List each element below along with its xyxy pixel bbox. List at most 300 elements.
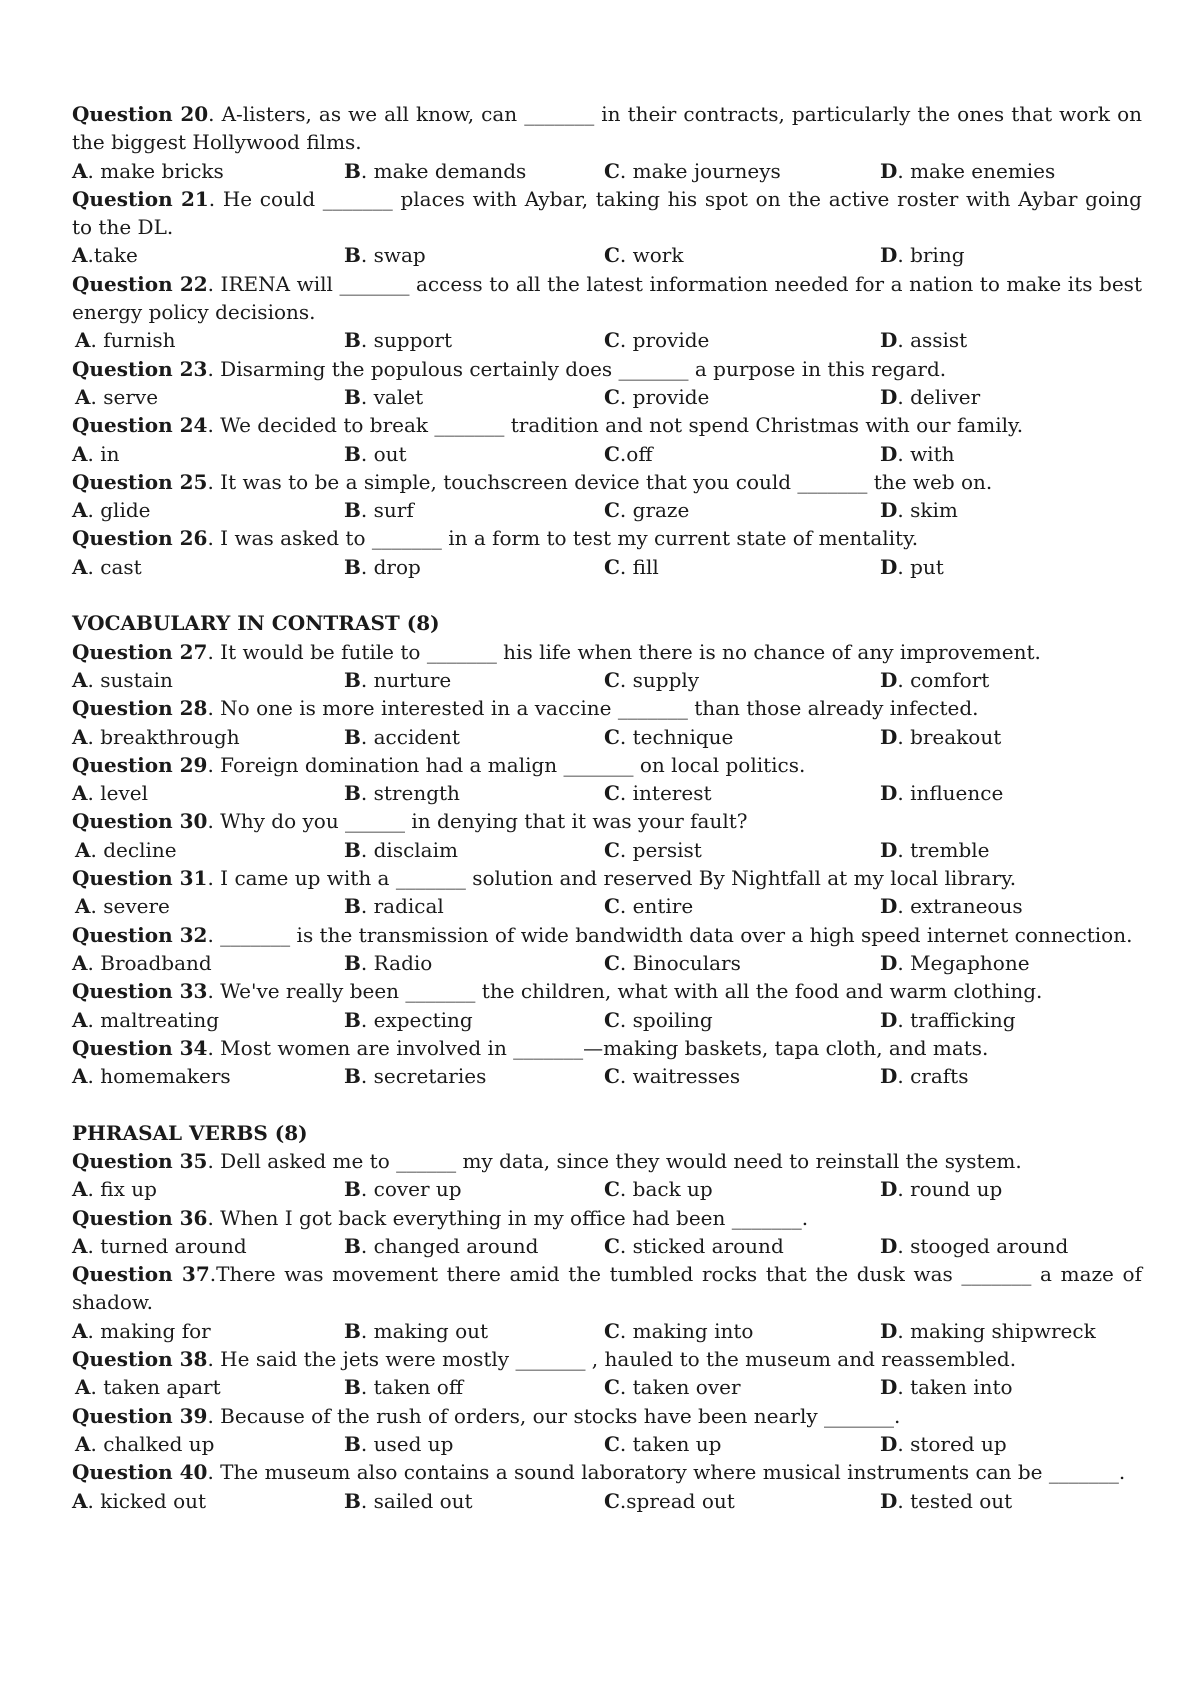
question-block: [72, 100, 1142, 185]
option-text: extraneous: [910, 894, 1023, 919]
option-letter: B: [344, 158, 361, 183]
option-separator: .: [897, 781, 911, 806]
option-separator: .: [619, 781, 633, 806]
answer-option-a[interactable]: [72, 666, 173, 694]
answer-option-d[interactable]: [880, 949, 1030, 977]
option-text: spoiling: [632, 1007, 713, 1032]
answer-options: [72, 553, 1142, 581]
answer-option-c[interactable]: [604, 440, 653, 468]
option-letter: C: [604, 1177, 620, 1202]
question-stem: . We've really been _______ the children, what with all the food and warm clothing.: [207, 979, 1043, 1004]
question-text: [72, 411, 1142, 439]
answer-option-b[interactable]: [344, 241, 426, 269]
section-title: PHRASAL VERBS (8): [72, 1120, 308, 1145]
option-text: fill: [632, 554, 659, 579]
answer-option-a[interactable]: [72, 1487, 206, 1515]
answer-option-a[interactable]: [72, 553, 142, 581]
question-block: [72, 185, 1142, 270]
answer-option-d[interactable]: [880, 1006, 1016, 1034]
answer-option-b[interactable]: [344, 553, 421, 581]
answer-options: [72, 723, 1142, 751]
question-number: Question 26: [72, 526, 208, 551]
option-text: make journeys: [632, 158, 781, 183]
option-letter: A: [72, 498, 88, 523]
question-stem: .There was movement there amid the tumbled rocks that the dusk was _______ a maze of shadow.: [72, 1262, 1142, 1315]
answer-option-d[interactable]: [880, 553, 944, 581]
option-separator: .: [619, 158, 633, 183]
option-separator: .: [619, 667, 633, 692]
option-separator: .: [360, 328, 374, 353]
answer-option-b[interactable]: [344, 326, 452, 354]
question-block: [72, 1402, 1142, 1459]
option-separator: .: [360, 950, 374, 975]
answer-option-c[interactable]: [604, 723, 733, 751]
worksheet-page: [72, 100, 1142, 1515]
answer-option-c[interactable]: [604, 666, 699, 694]
question-number: Question 24: [72, 413, 208, 438]
option-separator: .: [897, 243, 911, 268]
option-separator: .: [87, 1177, 101, 1202]
option-separator: .: [360, 781, 374, 806]
answer-option-c[interactable]: [604, 1232, 784, 1260]
answer-option-d[interactable]: [880, 157, 1055, 185]
option-letter: C: [604, 243, 620, 268]
option-letter: D: [880, 243, 898, 268]
option-text: Binoculars: [632, 950, 741, 975]
option-letter: C: [604, 781, 620, 806]
option-separator: .: [87, 554, 101, 579]
answer-option-b[interactable]: [344, 1175, 462, 1203]
option-letter: A: [72, 441, 88, 466]
question-stem: . We decided to break _______ tradition and not spend Christmas with our family.: [207, 413, 1024, 438]
answer-option-b[interactable]: [344, 496, 414, 524]
answer-option-a[interactable]: [75, 892, 170, 920]
answer-options: [72, 1006, 1142, 1034]
answer-option-d[interactable]: [880, 1232, 1068, 1260]
option-text: making shipwreck: [910, 1318, 1096, 1343]
option-separator: .: [619, 1431, 633, 1456]
answer-option-c[interactable]: [604, 836, 702, 864]
answer-option-a[interactable]: [75, 836, 177, 864]
option-text: taken apart: [103, 1375, 221, 1400]
option-separator: .: [619, 1177, 633, 1202]
option-letter: A: [72, 158, 88, 183]
option-letter: C: [604, 837, 620, 862]
option-text: nurture: [373, 667, 452, 692]
option-separator: .: [360, 1431, 374, 1456]
answer-option-a[interactable]: [75, 1430, 214, 1458]
answer-option-a[interactable]: [72, 779, 148, 807]
option-separator: .: [897, 441, 911, 466]
answer-option-c[interactable]: [604, 326, 709, 354]
question-stem: . IRENA will _______ access to all the latest information needed for a nation to make its best energy policy decisions.: [72, 271, 1142, 325]
option-text: tested out: [910, 1488, 1013, 1513]
answer-option-c[interactable]: [604, 949, 741, 977]
answer-option-a[interactable]: [72, 1175, 157, 1203]
option-separator: .: [619, 724, 633, 749]
option-letter: D: [880, 554, 898, 579]
answer-option-c[interactable]: [604, 1006, 713, 1034]
option-separator: .: [90, 894, 104, 919]
option-text: with: [910, 441, 955, 466]
answer-option-d[interactable]: [880, 779, 1003, 807]
answer-option-c[interactable]: [604, 1487, 735, 1515]
option-text: taken over: [632, 1375, 741, 1400]
option-letter: A: [75, 894, 91, 919]
option-text: sailed out: [373, 1488, 473, 1513]
option-text: making out: [373, 1318, 489, 1343]
answer-option-c[interactable]: [604, 1175, 713, 1203]
answer-option-a[interactable]: [72, 440, 120, 468]
option-separator: .: [897, 950, 911, 975]
answer-option-b[interactable]: [344, 892, 444, 920]
option-separator: .: [360, 724, 374, 749]
answer-option-b[interactable]: [344, 157, 526, 185]
question-stem: . It was to be a simple, touchscreen device that you could _______ the web on.: [207, 469, 993, 494]
option-text: taken off: [373, 1375, 464, 1400]
option-letter: C: [604, 950, 620, 975]
answer-option-b[interactable]: [344, 1373, 463, 1401]
answer-options: [72, 383, 1142, 411]
answer-option-b[interactable]: [344, 949, 432, 977]
question-block: [72, 411, 1142, 468]
option-separator: .: [87, 441, 101, 466]
question-number: Question 33: [72, 979, 208, 1004]
option-letter: B: [344, 894, 361, 919]
question-number: Question 28: [72, 696, 208, 721]
answer-option-c[interactable]: [604, 779, 712, 807]
answer-options: [72, 779, 1142, 807]
question-number: Question 21: [72, 186, 209, 211]
answer-options: [72, 666, 1142, 694]
question-stem: . Because of the rush of orders, our stocks have been nearly _______.: [207, 1403, 901, 1428]
answer-option-d[interactable]: [880, 383, 980, 411]
option-separator: .: [897, 384, 911, 409]
option-separator: .: [360, 1233, 374, 1258]
option-text: secretaries: [373, 1064, 487, 1089]
answer-option-b[interactable]: [344, 723, 460, 751]
option-letter: C: [604, 724, 620, 749]
question-text: [72, 355, 1142, 383]
answer-option-b[interactable]: [344, 440, 407, 468]
answer-option-c[interactable]: [604, 1062, 740, 1090]
option-letter: A: [72, 1488, 88, 1513]
answer-option-d[interactable]: [880, 326, 967, 354]
answer-option-b[interactable]: [344, 1006, 473, 1034]
answer-option-d[interactable]: [880, 1062, 968, 1090]
question-stem: . Why do you ______ in denying that it was your fault?: [207, 809, 748, 834]
option-text: stored up: [910, 1431, 1007, 1456]
option-separator: .: [360, 158, 374, 183]
answer-option-b[interactable]: [344, 1487, 473, 1515]
option-text: serve: [103, 384, 159, 409]
answer-option-c[interactable]: [604, 1373, 741, 1401]
option-letter: B: [344, 1318, 361, 1343]
option-separator: .: [360, 243, 374, 268]
answer-options: [72, 157, 1142, 185]
answer-option-c[interactable]: [604, 892, 693, 920]
answer-options: [72, 892, 1142, 920]
answer-option-a[interactable]: [72, 496, 150, 524]
question-text: [72, 921, 1142, 949]
option-letter: B: [344, 1431, 361, 1456]
answer-option-d[interactable]: [880, 666, 989, 694]
option-text: off: [626, 441, 653, 466]
option-separator: .: [619, 950, 633, 975]
answer-option-d[interactable]: [880, 1175, 1002, 1203]
option-text: used up: [373, 1431, 454, 1456]
option-separator: .: [897, 1375, 911, 1400]
answer-option-a[interactable]: [72, 949, 212, 977]
option-letter: B: [344, 1064, 361, 1089]
option-separator: .: [360, 1064, 374, 1089]
option-separator: .: [897, 1177, 911, 1202]
answer-option-d[interactable]: [880, 440, 955, 468]
option-text: back up: [632, 1177, 713, 1202]
option-separator: .: [90, 384, 104, 409]
question-stem: . Dell asked me to ______ my data, since they would need to reinstall the system.: [207, 1148, 1022, 1173]
answer-options: [72, 326, 1142, 354]
answer-option-d[interactable]: [880, 892, 1023, 920]
option-separator: .: [897, 894, 911, 919]
answer-option-c[interactable]: [604, 383, 709, 411]
answer-option-c[interactable]: [604, 553, 659, 581]
question-block: [72, 977, 1142, 1034]
option-letter: B: [344, 1233, 361, 1258]
question-number: Question 40: [72, 1460, 208, 1485]
option-separator: .: [619, 243, 633, 268]
option-text: influence: [910, 781, 1004, 806]
option-letter: B: [344, 384, 361, 409]
option-separator: .: [360, 894, 374, 919]
option-separator: .: [619, 441, 627, 466]
option-letter: B: [344, 724, 361, 749]
option-letter: C: [604, 498, 620, 523]
option-text: kicked out: [100, 1488, 207, 1513]
option-text: taken up: [632, 1431, 722, 1456]
question-text: [72, 524, 1142, 552]
question-stem: . Disarming the populous certainly does _______ a purpose in this regard.: [207, 356, 947, 381]
option-text: cast: [100, 554, 142, 579]
option-letter: C: [604, 1488, 620, 1513]
option-letter: C: [604, 1318, 620, 1343]
question-block: [72, 1147, 1142, 1204]
option-text: radical: [373, 894, 444, 919]
option-letter: B: [344, 1375, 361, 1400]
option-separator: .: [360, 837, 374, 862]
answer-option-b[interactable]: [344, 779, 460, 807]
option-separator: .: [87, 1318, 101, 1343]
answer-option-c[interactable]: [604, 157, 781, 185]
answer-option-a[interactable]: [72, 1232, 247, 1260]
option-letter: B: [344, 328, 361, 353]
option-text: homemakers: [100, 1064, 231, 1089]
answer-option-a[interactable]: [72, 157, 224, 185]
answer-options: [72, 1373, 1142, 1401]
answer-option-c[interactable]: [604, 1430, 721, 1458]
answer-option-d[interactable]: [880, 496, 958, 524]
question-block: [72, 1345, 1142, 1402]
question-block: [72, 1260, 1142, 1345]
option-text: deliver: [910, 384, 981, 409]
option-letter: C: [604, 384, 620, 409]
answer-option-a[interactable]: [72, 1006, 219, 1034]
option-separator: .: [619, 328, 633, 353]
option-letter: C: [604, 894, 620, 919]
option-letter: C: [604, 1233, 620, 1258]
option-text: furnish: [103, 328, 176, 353]
option-text: support: [373, 328, 453, 353]
option-text: Broadband: [100, 950, 212, 975]
option-separator: .: [619, 837, 633, 862]
option-text: Megaphone: [910, 950, 1030, 975]
option-text: sticked around: [632, 1233, 784, 1258]
answer-option-d[interactable]: [880, 1430, 1007, 1458]
option-text: work: [632, 243, 684, 268]
answer-option-b[interactable]: [344, 1062, 486, 1090]
option-separator: .: [360, 667, 374, 692]
answer-options: [72, 496, 1142, 524]
option-text: Radio: [373, 950, 433, 975]
answer-option-a[interactable]: [75, 383, 158, 411]
option-text: graze: [632, 498, 690, 523]
answer-option-b[interactable]: [344, 836, 458, 864]
option-letter: A: [75, 384, 91, 409]
option-letter: B: [344, 667, 361, 692]
answer-option-d[interactable]: [880, 1487, 1012, 1515]
option-separator: .: [87, 667, 101, 692]
option-letter: C: [604, 554, 620, 579]
question-number: Question 38: [72, 1347, 208, 1372]
option-separator: .: [90, 1375, 104, 1400]
option-letter: A: [72, 781, 88, 806]
option-separator: .: [87, 724, 101, 749]
option-separator: .: [87, 781, 101, 806]
option-separator: .: [897, 1064, 911, 1089]
option-letter: A: [72, 554, 88, 579]
option-text: strength: [373, 781, 460, 806]
option-letter: D: [880, 1233, 898, 1258]
option-text: decline: [103, 837, 177, 862]
answer-option-a[interactable]: [72, 1317, 211, 1345]
option-letter: D: [880, 1064, 898, 1089]
option-letter: D: [880, 950, 898, 975]
option-separator: .: [897, 837, 911, 862]
question-number: Question 31: [72, 866, 208, 891]
option-separator: .: [619, 1233, 633, 1258]
question-block: [72, 864, 1142, 921]
question-stem: . The museum also contains a sound laboratory where musical instruments can be _______.: [207, 1460, 1126, 1485]
question-text: [72, 807, 1142, 835]
option-separator: .: [897, 554, 911, 579]
answer-options: [72, 241, 1142, 269]
option-text: make demands: [373, 158, 527, 183]
option-text: tremble: [910, 837, 990, 862]
answer-option-c[interactable]: [604, 241, 683, 269]
question-text: [72, 1034, 1142, 1062]
question-stem: . No one is more interested in a vaccine _______ than those already infected.: [207, 696, 979, 721]
answer-option-c[interactable]: [604, 496, 689, 524]
answer-option-b[interactable]: [344, 1232, 538, 1260]
option-text: make enemies: [910, 158, 1056, 183]
option-separator: .: [87, 243, 94, 268]
question-text: [72, 1402, 1142, 1430]
answer-option-a[interactable]: [75, 326, 176, 354]
question-stem: . When I got back everything in my office had been _______.: [207, 1205, 809, 1230]
answer-option-a[interactable]: [72, 241, 138, 269]
option-letter: A: [72, 1233, 88, 1258]
question-block: [72, 270, 1142, 355]
option-letter: D: [880, 781, 898, 806]
option-separator: .: [87, 498, 101, 523]
option-separator: .: [619, 554, 633, 579]
option-text: entire: [632, 894, 694, 919]
question-text: [72, 694, 1142, 722]
answer-options: [72, 1317, 1142, 1345]
option-letter: A: [75, 328, 91, 353]
question-stem: . He said the jets were mostly _______ , hauled to the museum and reassembled.: [207, 1347, 1017, 1372]
question-number: Question 22: [72, 271, 208, 296]
answer-options: [72, 1175, 1142, 1203]
answer-option-a[interactable]: [72, 1062, 231, 1090]
option-separator: .: [360, 441, 374, 466]
option-text: trafficking: [910, 1007, 1016, 1032]
option-separator: .: [897, 1488, 911, 1513]
option-separator: .: [619, 1007, 633, 1032]
answer-option-d[interactable]: [880, 1373, 1013, 1401]
answer-option-d[interactable]: [880, 241, 965, 269]
option-separator: .: [897, 1007, 911, 1032]
answer-option-d[interactable]: [880, 836, 990, 864]
option-letter: B: [344, 837, 361, 862]
answer-option-d[interactable]: [880, 1317, 1096, 1345]
option-text: put: [910, 554, 944, 579]
question-text: [72, 1345, 1142, 1373]
question-number: Question 39: [72, 1403, 208, 1428]
answer-option-b[interactable]: [344, 1430, 453, 1458]
option-letter: D: [880, 1488, 898, 1513]
answer-option-b[interactable]: [344, 383, 423, 411]
option-letter: B: [344, 441, 361, 466]
option-text: taken into: [910, 1375, 1013, 1400]
answer-option-b[interactable]: [344, 666, 451, 694]
option-letter: B: [344, 1488, 361, 1513]
option-separator: .: [87, 1007, 101, 1032]
option-letter: C: [604, 441, 620, 466]
question-number: Question 37: [72, 1262, 210, 1287]
question-stem: . Foreign domination had a malign _______ on local politics.: [207, 752, 806, 777]
answer-option-c[interactable]: [604, 1317, 753, 1345]
option-separator: .: [897, 667, 911, 692]
question-number: Question 35: [72, 1148, 208, 1173]
option-text: accident: [373, 724, 460, 749]
option-letter: B: [344, 781, 361, 806]
answer-option-a[interactable]: [75, 1373, 221, 1401]
answer-option-a[interactable]: [72, 723, 240, 751]
answer-options: [72, 440, 1142, 468]
option-text: changed around: [373, 1233, 539, 1258]
question-stem: . I was asked to _______ in a form to test my current state of mentality.: [207, 526, 919, 551]
option-text: round up: [910, 1177, 1003, 1202]
answer-option-b[interactable]: [344, 1317, 488, 1345]
option-text: in: [100, 441, 120, 466]
question-text: [72, 977, 1142, 1005]
option-letter: D: [880, 441, 898, 466]
answer-option-d[interactable]: [880, 723, 1001, 751]
option-letter: D: [880, 1318, 898, 1343]
option-text: crafts: [910, 1064, 969, 1089]
option-letter: D: [880, 667, 898, 692]
